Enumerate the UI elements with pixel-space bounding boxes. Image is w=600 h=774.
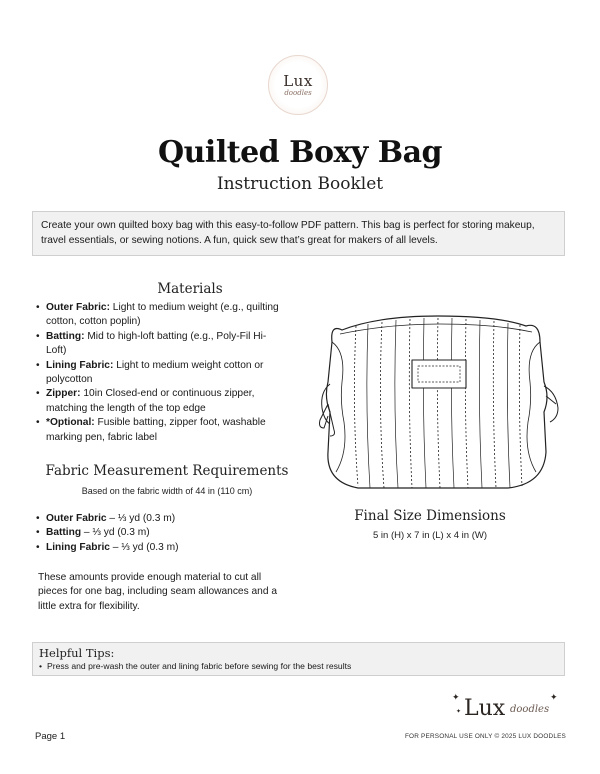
logo-brand-subtext: doodles [510,704,550,715]
sparkle-icon: ✦ [550,692,558,702]
final-size-heading: Final Size Dimensions [354,508,506,524]
fabric-note: These amounts provide enough material to cut all pieces for one bag, including seam allowances and a little extra for flexibility. [38,572,277,612]
brand-logo-bottom [448,690,566,730]
materials-heading: Materials [157,281,223,297]
tips-heading: Helpful Tips: [39,646,115,660]
list-item: • Lining Fabric – ⅓ yd (0.3 m) [36,541,276,555]
logo-brand-text: Lux [283,71,313,90]
helpful-tips-box [32,642,565,676]
footer-notice: FOR PERSONAL USE ONLY © 2025 LUX DOODLES [404,733,566,740]
tips-list [39,660,558,672]
fabric-heading: Fabric Measurement Requirements [45,463,289,479]
sparkle-icon: ✦ [456,709,462,715]
logo-brand-subtext: doodles [284,88,312,97]
sparkle-icon: ✦ [452,692,460,702]
bag-illustration [318,312,563,498]
list-item: • Press and pre-wash the outer and lining fabric before sewing for the best results [39,660,558,672]
materials-list [36,301,284,445]
fabric-list [36,512,276,555]
list-item: • *Optional: Fusible batting, zipper foot, washable marking pen, fabric label [36,416,284,445]
logo-brand-text: Lux [464,696,506,721]
list-item: • Batting – ⅓ yd (0.3 m) [36,526,276,540]
fabric-subheading: Based on the fabric width of 44 in (110 cm) [81,486,253,496]
intro-box: Create your own quilted boxy bag with this easy-to-follow PDF pattern. This bag is perfect for storing makeup, travel essentials, or sewing notions. A fun, quick sew that’s great for makers of all levels. [32,211,565,256]
page-subtitle: Instruction Booklet [216,174,384,194]
list-item: • Zipper: 10in Closed-end or continuous zipper, matching the length of the top edge [36,387,284,416]
final-size-dimensions: 5 in (H) x 7 in (L) x 4 in (W) [372,530,488,541]
list-item: • Batting: Mid to high-loft batting (e.g., Poly-Fil Hi-Loft) [36,330,284,359]
list-item: • Outer Fabric: Light to medium weight (e.g., quilting cotton, cotton poplin) [36,301,284,330]
list-item: • Lining Fabric: Light to medium weight cotton or polycotton [36,359,284,388]
page-number: Page 1 [35,731,66,742]
brand-logo-top [268,55,328,115]
page-title: Quilted Boxy Bag [157,135,442,170]
list-item: • Outer Fabric – ⅓ yd (0.3 m) [36,512,276,526]
